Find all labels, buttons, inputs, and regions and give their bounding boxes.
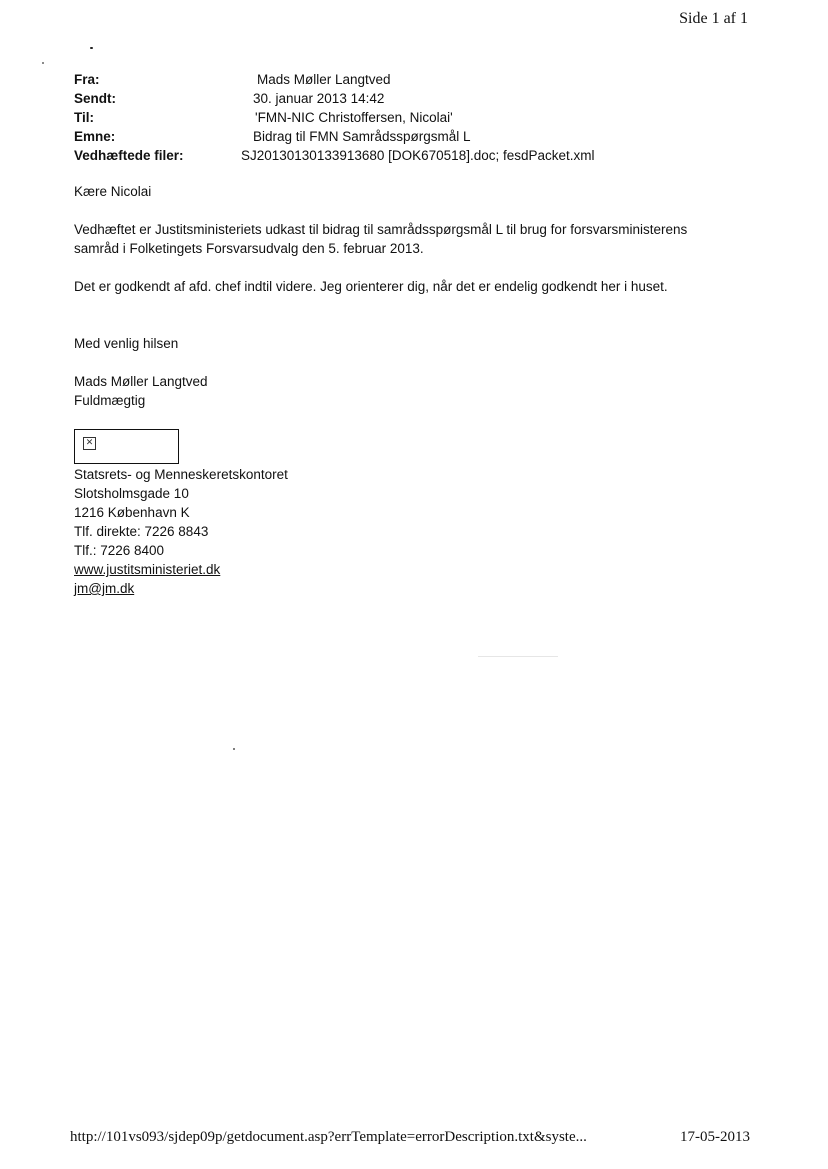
to-value: 'FMN-NIC Christoffersen, Nicolai' bbox=[255, 110, 453, 125]
meta-row-subject bbox=[74, 127, 595, 146]
phone-direct: Tlf. direkte: 7226 8843 bbox=[74, 524, 209, 539]
sender-name: Mads Møller Langtved bbox=[74, 374, 208, 389]
footer-date: 17-05-2013 bbox=[680, 1129, 750, 1145]
subject-value: Bidrag til FMN Samrådsspørgsmål L bbox=[253, 129, 471, 144]
scan-speck bbox=[90, 47, 93, 49]
street-address: Slotsholmsgade 10 bbox=[74, 486, 189, 501]
city-address: 1216 København K bbox=[74, 505, 190, 520]
sent-label: Sendt: bbox=[74, 91, 116, 106]
greeting: Kære Nicolai bbox=[74, 184, 152, 199]
email-header-block bbox=[74, 70, 595, 165]
signature-image-placeholder bbox=[74, 429, 179, 464]
email-body bbox=[74, 182, 754, 410]
from-label: Fra: bbox=[74, 72, 100, 87]
website-link[interactable]: www.justitsministeriet.dk bbox=[74, 562, 221, 577]
footer-url: http://101vs093/sjdep09p/getdocument.asp?errTemplate=errorDescription.txt&syste... bbox=[70, 1129, 587, 1145]
phone-main: Tlf.: 7226 8400 bbox=[74, 543, 165, 558]
body-paragraph-1-line-2: samråd i Folketingets Forsvarsudvalg den 5. februar 2013. bbox=[74, 241, 424, 256]
meta-row-to bbox=[74, 108, 595, 127]
sent-value: 30. januar 2013 14:42 bbox=[253, 91, 385, 106]
page-header: Side 1 af 1 bbox=[679, 10, 748, 27]
signature-block bbox=[74, 465, 288, 598]
subject-label: Emne: bbox=[74, 129, 116, 144]
scan-artifact-line bbox=[478, 656, 558, 657]
body-paragraph-1-line-1: Vedhæftet er Justitsministeriets udkast til bidrag til samrådsspørgsmål L til brug for forsvarsministerens bbox=[74, 222, 688, 237]
body-paragraph-2: Det er godkendt af afd. chef indtil videre. Jeg orienterer dig, når det er endelig godkendt her i huset. bbox=[74, 279, 668, 294]
scan-speck bbox=[42, 62, 44, 64]
office-name: Statsrets- og Menneskeretskontoret bbox=[74, 467, 288, 482]
sender-title: Fuldmægtig bbox=[74, 393, 146, 408]
to-label: Til: bbox=[74, 110, 94, 125]
meta-row-attachments bbox=[74, 146, 595, 165]
meta-row-sent bbox=[74, 89, 595, 108]
closing: Med venlig hilsen bbox=[74, 336, 179, 351]
page-footer bbox=[70, 1129, 750, 1146]
attachments-value: SJ20130130133913680 [DOK670518].doc; fesdPacket.xml bbox=[241, 148, 595, 163]
meta-row-from bbox=[74, 70, 595, 89]
from-value: Mads Møller Langtved bbox=[257, 72, 391, 87]
broken-image-icon: ✕ bbox=[83, 437, 96, 450]
scan-speck bbox=[233, 748, 235, 750]
email-link[interactable]: jm@jm.dk bbox=[74, 581, 135, 596]
attachments-label: Vedhæftede filer: bbox=[74, 148, 184, 163]
